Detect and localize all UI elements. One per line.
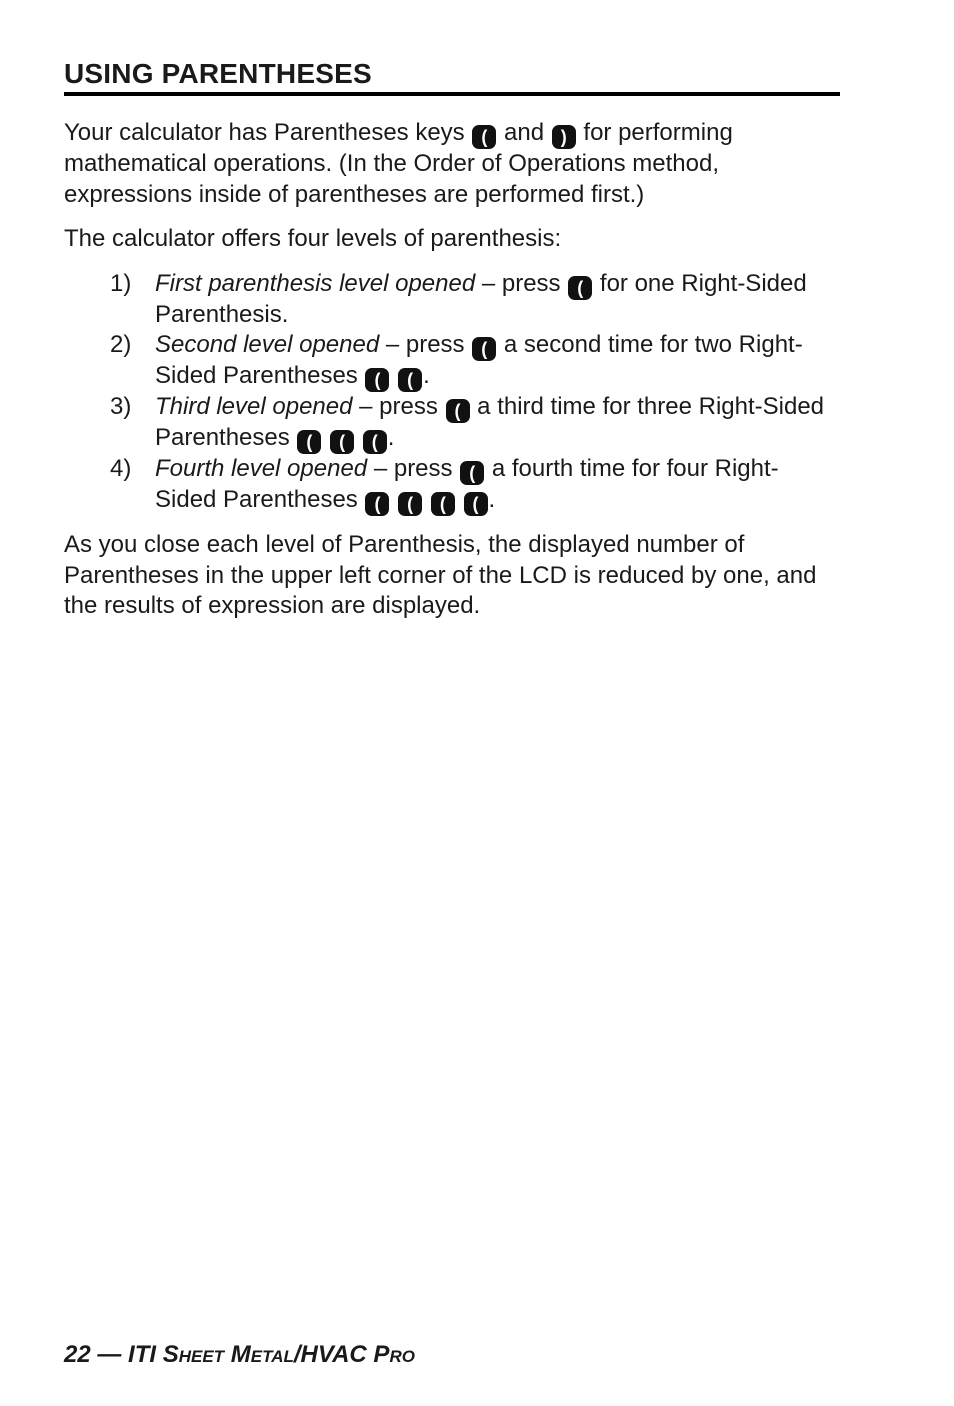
level-press-text: – press: [367, 455, 460, 482]
level-term: First parenthesis level opened: [155, 269, 476, 297]
open-paren-key-icon: (: [297, 430, 321, 454]
level-press-text: – press: [475, 269, 568, 297]
open-paren-key-icon: (: [398, 368, 422, 392]
open-paren-key-icon: (: [568, 276, 592, 300]
footer-hvac: /HVAC: [293, 1341, 374, 1368]
section-heading: USING PARENTHESES: [64, 58, 372, 89]
intro-text-2: and: [497, 119, 551, 146]
period: .: [387, 424, 395, 451]
level-term: Third level opened: [155, 393, 353, 420]
level-item-4: [64, 454, 840, 516]
level-term: Fourth level opened: [155, 455, 368, 482]
level-description: a second time for two Right-Sided Parentheses: [155, 331, 803, 389]
footer-space: [224, 1341, 231, 1368]
heading-rule: [64, 92, 840, 96]
level-term: Second level opened: [155, 331, 380, 358]
level-number: 2): [110, 331, 132, 358]
open-paren-key-icon: (: [398, 492, 422, 516]
close-paren-key-icon: ): [552, 125, 576, 149]
footer-s-rest: HEET: [178, 1347, 225, 1366]
open-paren-key-icon: (: [472, 337, 496, 361]
open-paren-key-icon: (: [472, 125, 496, 149]
open-paren-key-icon: (: [363, 430, 387, 454]
footer-p-rest: RO: [389, 1347, 415, 1366]
level-item-3: [64, 392, 840, 454]
level-description: for one Right-Sided Parenthesis.: [155, 269, 807, 328]
footer-m-rest: ETAL: [250, 1347, 294, 1366]
level-item-2: [64, 330, 840, 392]
closing-paragraph: As you close each level of Parenthesis, the displayed number of Parentheses in the upper left corner of the LCD is reduced by one, and the results of expression are displayed.: [64, 531, 817, 619]
level-press-text: – press: [379, 331, 472, 358]
footer-m-cap: M: [230, 1341, 251, 1368]
footer-s-cap: S: [162, 1341, 179, 1368]
open-paren-key-icon: (: [431, 492, 455, 516]
level-press-text: – press: [352, 393, 445, 420]
levels-list: [64, 269, 840, 517]
open-paren-key-icon: (: [464, 492, 488, 516]
open-paren-key-icon: (: [460, 461, 484, 485]
level-item-1: [64, 269, 840, 331]
page-content: [64, 56, 840, 622]
period: .: [423, 362, 430, 389]
intro-paragraph: [64, 118, 840, 210]
open-paren-key-icon: (: [330, 430, 354, 454]
level-number: 4): [110, 455, 132, 482]
footer-page-prefix: 22 — ITI: [64, 1341, 163, 1368]
page-footer: [64, 1340, 415, 1372]
levels-intro: The calculator offers four levels of parenthesis:: [64, 225, 562, 252]
footer-p-cap: P: [373, 1341, 390, 1368]
level-description: a third time for three Right-Sided Parentheses: [155, 393, 825, 451]
period: .: [488, 486, 496, 513]
intro-text-3: for performing mathematical operations. (In the Order of Operations method, expressions inside of parentheses are performed first.): [64, 119, 733, 208]
open-paren-key-icon: (: [365, 368, 389, 392]
level-number: 1): [110, 269, 132, 297]
level-number: 3): [110, 393, 132, 420]
open-paren-key-icon: (: [446, 399, 470, 423]
level-description: a fourth time for four Right-Sided Parentheses: [155, 455, 779, 513]
open-paren-key-icon: (: [365, 492, 389, 516]
intro-text-1: Your calculator has Parentheses keys: [64, 119, 472, 146]
